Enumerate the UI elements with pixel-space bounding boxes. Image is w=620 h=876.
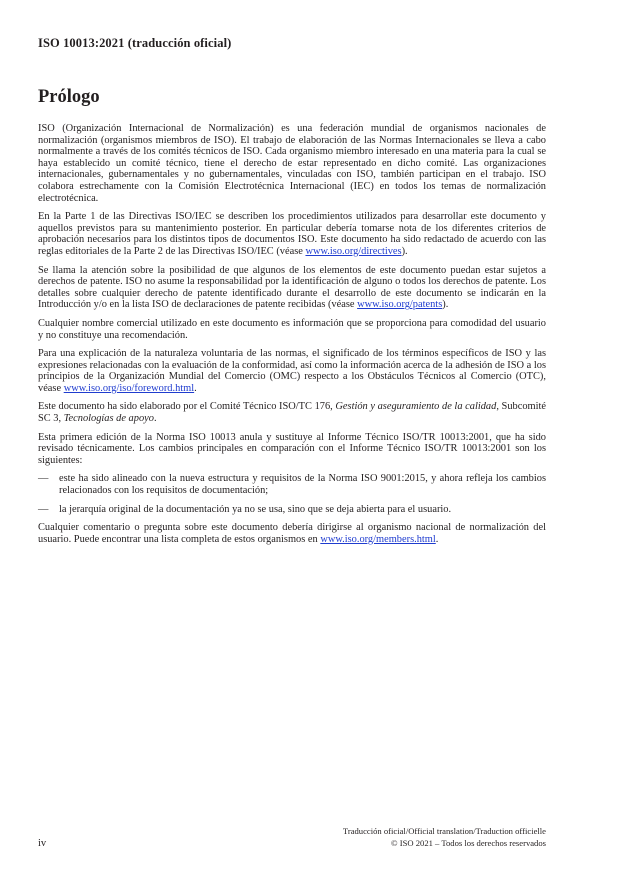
footer-notice: [343, 825, 546, 849]
paragraph-trade-names: Cualquier nombre comercial utilizado en este documento es información que se proporciona para comodidad del usuario y no constituye una recomendación.: [38, 317, 546, 341]
members-link[interactable]: www.iso.org/members.html: [320, 533, 436, 545]
paragraph-edition: Esta primera edición de la Norma ISO 10013 anula y sustituye al Informe Técnico ISO/TR 10013:2001, que ha sido revisado técnicamente. Los cambios principales en comparación con el Informe Técnico ISO/TR 10013:2001 son los siguientes:: [38, 431, 546, 466]
paragraph-text: Para una explicación de la naturaleza voluntaria de las normas, el significado de los términos específicos de ISO y las expresiones relacionadas con la evaluación de la conformidad, así como la información acerca de la adhesión de ISO a los principios de la Organización Mundial del Comercio (OMC) respecto a los Obstáculos Técnicos al Comercio (OTC), véase: [38, 348, 546, 394]
paragraph-text: .: [194, 382, 197, 394]
page-number: iv: [38, 838, 47, 849]
directives-link[interactable]: www.iso.org/directives: [305, 245, 402, 257]
section-title: Prólogo: [38, 87, 100, 107]
list-item: [38, 504, 546, 516]
paragraph-voluntary-nature: [38, 348, 546, 394]
document-header: ISO 10013:2021 (traducción oficial): [38, 36, 232, 50]
list-item: [38, 473, 546, 496]
paragraph-directives: [38, 211, 546, 257]
paragraph-patents: [38, 265, 546, 311]
document-body: [38, 123, 546, 552]
foreword-link[interactable]: www.iso.org/iso/foreword.html: [63, 382, 195, 394]
copyright-line: © ISO 2021 – Todos los derechos reservados: [391, 838, 546, 848]
paragraph-text: ).: [401, 245, 408, 257]
paragraph-text: En la Parte 1 de las Directivas ISO/IEC se describen los procedimientos utilizados para desarrollar este documento y aquellos previstos para su mantenimiento posterior. En particular debería tomarse nota de los diferentes criterios de aprobación necesarios para los distintos tipos de documentos ISO. Este documento ha sido redactado de acuerdo con las reglas editoriales de la Parte 2 de las Directivas ISO/IEC (véase: [38, 211, 546, 257]
list-dash: —: [38, 503, 49, 515]
paragraph-text: ).: [442, 299, 449, 311]
paragraph-text: .: [435, 533, 439, 545]
list-dash: —: [38, 473, 49, 485]
committee-name: Gestión y aseguramiento de la calidad: [335, 401, 497, 413]
paragraph-text: Se llama la atención sobre la posibilidad de que algunos de los elementos de este documento puedan estar sujetos a derechos de patente. ISO no asume la responsabilidad por la identificación de alguno o todos los derechos de patente. Los detalles sobre cualquier derecho de patente identificado durante el desarrollo de este documento se indicarán en la Introducción y/o en la lista ISO de declaraciones de patente recibidas (véase: [38, 264, 546, 311]
translation-note: Traducción oficial/Official translation/Traduction officielle: [342, 826, 546, 836]
paragraph-feedback: [38, 522, 546, 545]
paragraph-text: .: [153, 413, 157, 425]
paragraph-text: Este documento ha sido elaborado por el Comité Técnico ISO/TC 176,: [38, 401, 336, 413]
list-item-text: la jerarquía original de la documentación ya no se usa, sino que se deja abierta para el usuario.: [59, 503, 452, 515]
paragraph-text: , Subcomité SC 3,: [38, 401, 547, 425]
paragraph-committee: [38, 401, 546, 424]
paragraph-text: Cualquier comentario o pregunta sobre este documento debería dirigirse al organismo nacional de normalización del usuario. Puede encontrar una lista completa de estos organismos en: [38, 522, 546, 545]
paragraph-iso-intro: ISO (Organización Internacional de Normalización) es una federación mundial de organismos nacionales de normalización (organismos miembros de ISO). El trabajo de elaboración de las Normas Internacionales se lleva a cabo normalmente a través de los comités técnicos de ISO. Cada organismo miembro interesado en una materia para la cual se haya establecido un comité técnico, tiene el derecho de estar representado en dicho comité. Las organizaciones internacionales, gubernamentales y no gubernamentales, vinculadas con ISO, también participan en el trabajo. ISO colabora estrechamente con la Comisión Electrotécnica Internacional (IEC) en todos los temas de normalización electrotécnica.: [38, 123, 546, 204]
patents-link[interactable]: www.iso.org/patents: [357, 299, 443, 311]
list-item-text: este ha sido alineado con la nueva estructura y requisitos de la Norma ISO 9001:2015, y ahora refleja los cambios relacionados con los requisitos de documentación;: [59, 473, 546, 497]
subcommittee-name: Tecnologías de apoyo: [63, 413, 154, 425]
